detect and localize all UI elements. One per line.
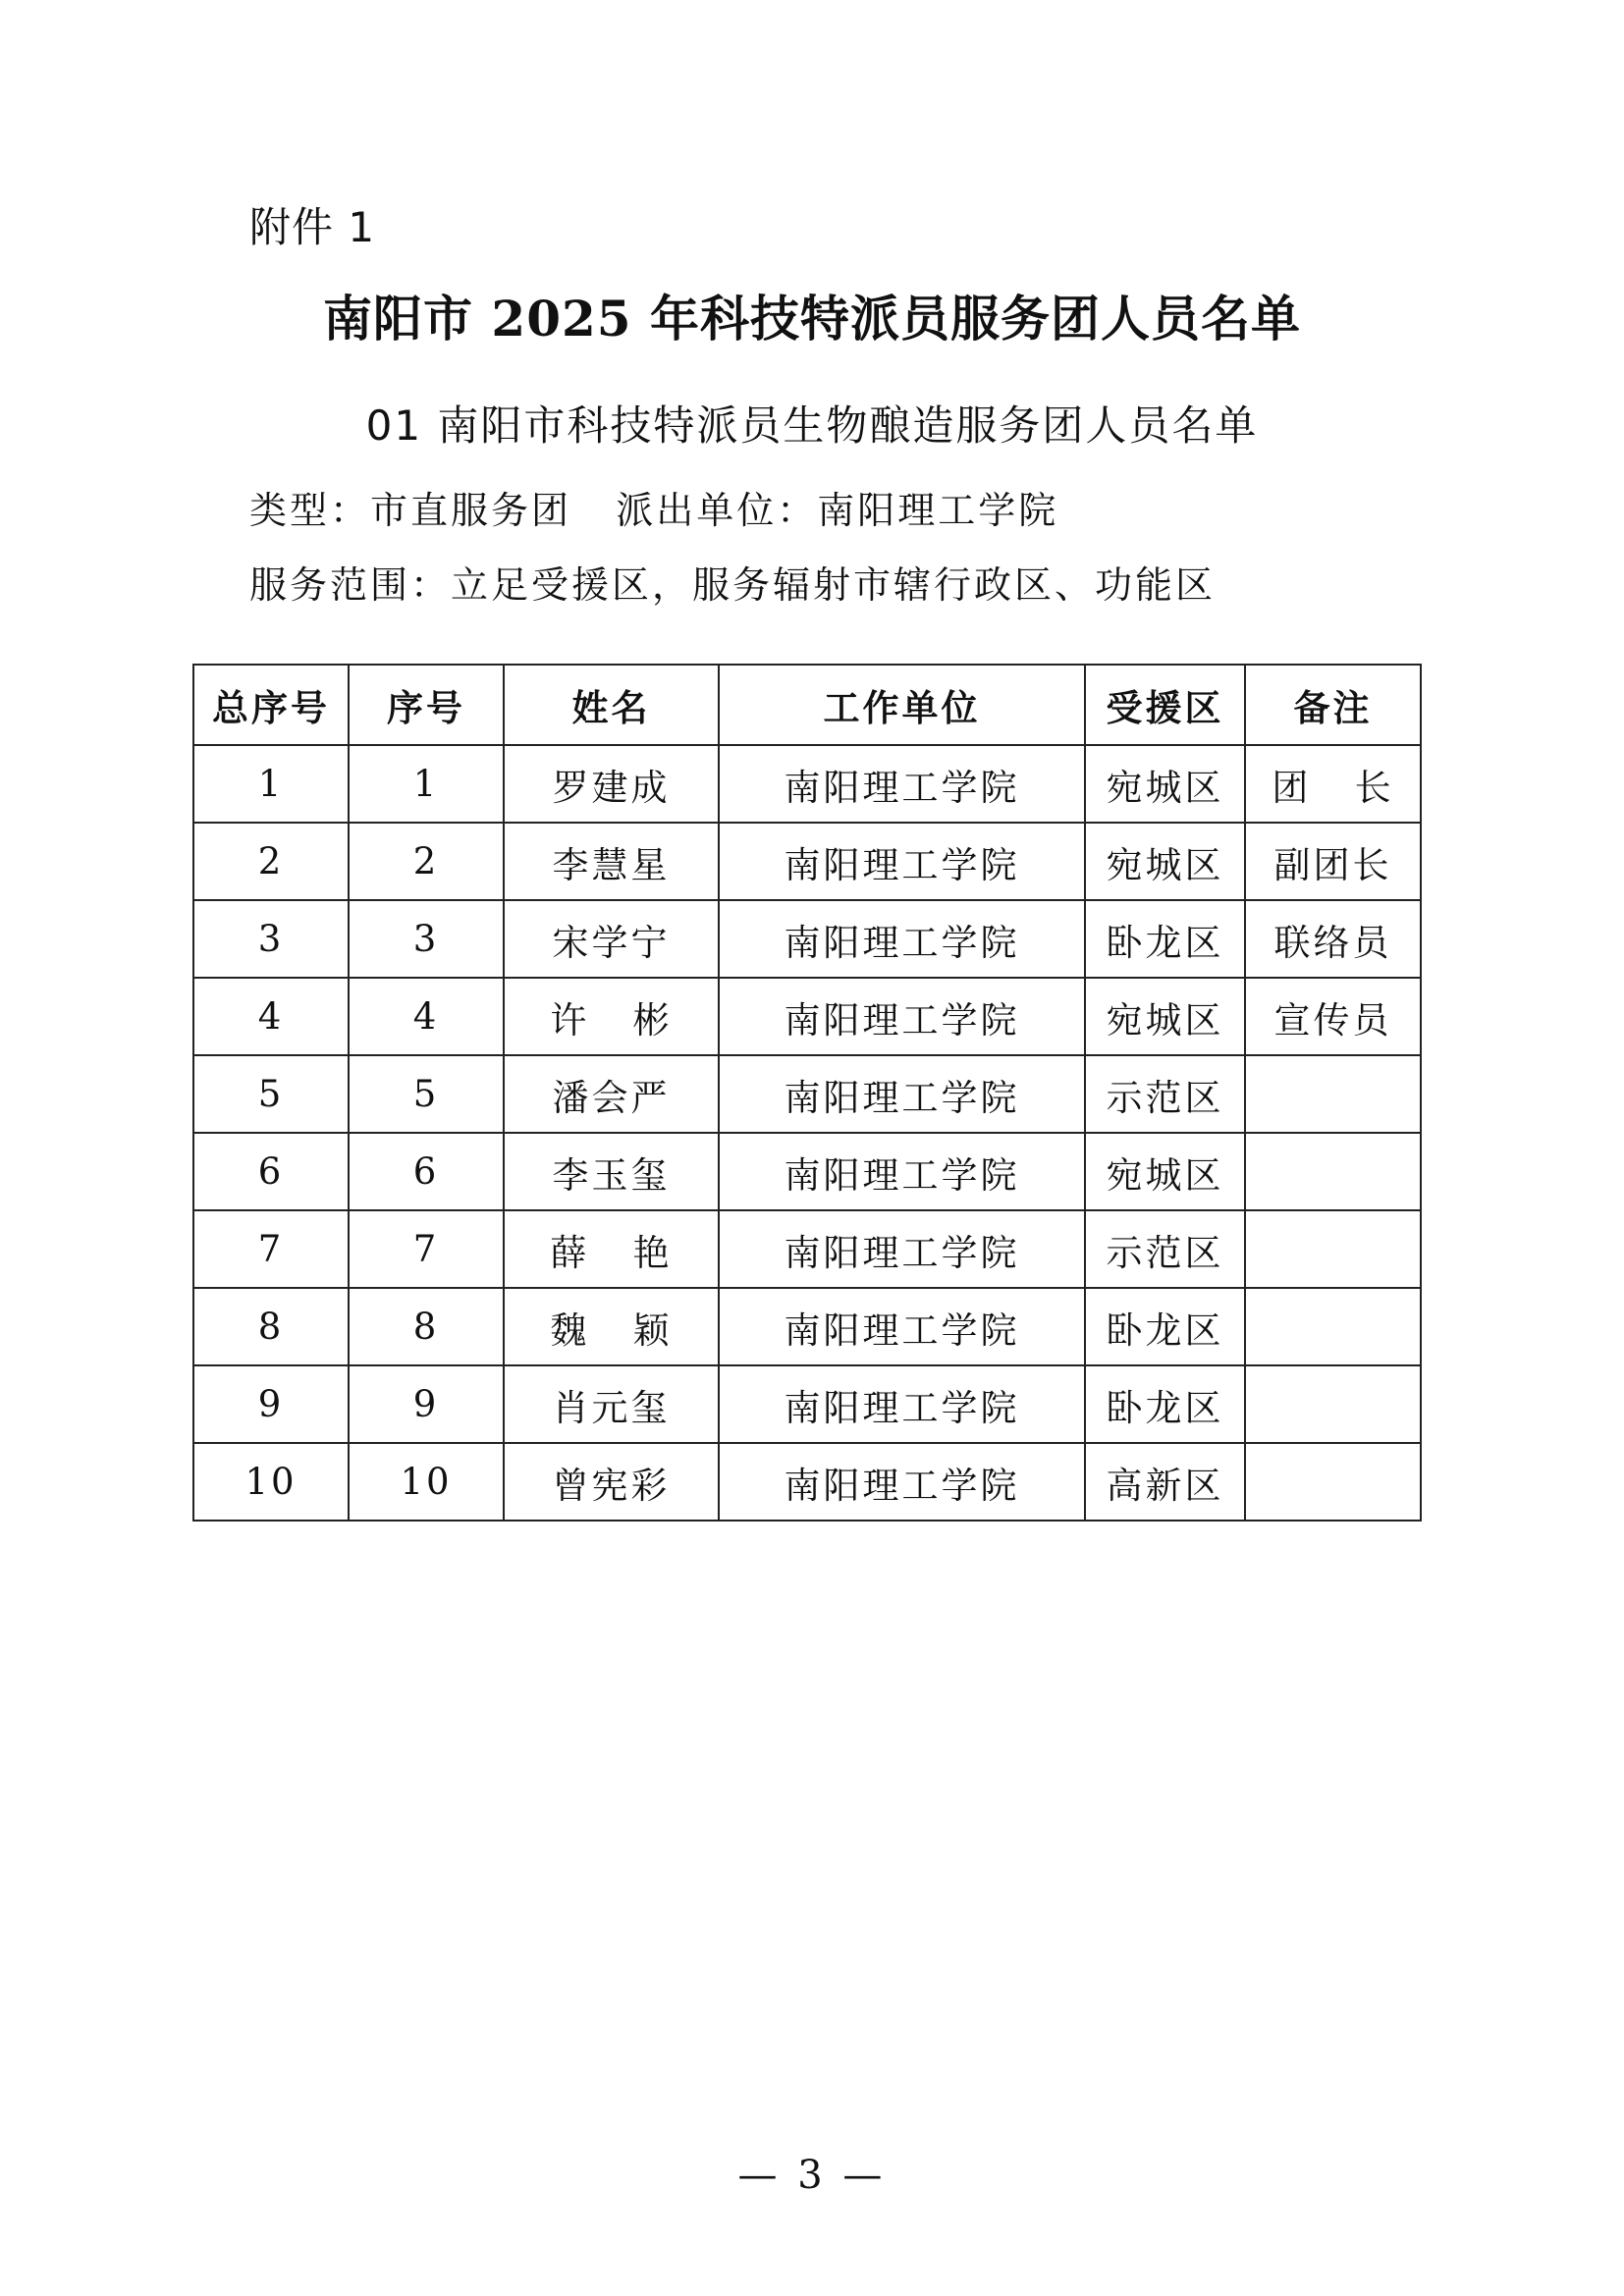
column-header-work-unit: 工作单位 bbox=[719, 665, 1085, 745]
document-title: 南阳市 2025 年科技特派员服务团人员名单 bbox=[323, 290, 1301, 347]
cell-aided-district: 宛城区 bbox=[1085, 745, 1245, 823]
table-row bbox=[193, 1443, 1421, 1521]
cell-aided-district: 示范区 bbox=[1085, 1055, 1245, 1133]
column-header-remarks: 备注 bbox=[1245, 665, 1421, 745]
cell-name: 李慧星 bbox=[504, 823, 719, 900]
cell-total-index: 1 bbox=[193, 745, 349, 823]
cell-name: 李玉玺 bbox=[504, 1133, 719, 1210]
cell-remarks bbox=[1245, 1210, 1421, 1288]
cell-work-unit: 南阳理工学院 bbox=[719, 823, 1085, 900]
cell-index: 5 bbox=[349, 1055, 504, 1133]
cell-aided-district: 卧龙区 bbox=[1085, 900, 1245, 978]
cell-index: 10 bbox=[349, 1443, 504, 1521]
cell-index: 1 bbox=[349, 745, 504, 823]
document-subtitle: 01 南阳市科技特派员生物酿造服务团人员名单 bbox=[365, 401, 1259, 450]
page-number: — 3 — bbox=[737, 2153, 887, 2198]
cell-work-unit: 南阳理工学院 bbox=[719, 900, 1085, 978]
cell-name: 许 彬 bbox=[504, 978, 719, 1055]
cell-name: 肖元玺 bbox=[504, 1365, 719, 1443]
cell-name: 薛 艳 bbox=[504, 1210, 719, 1288]
cell-index: 6 bbox=[349, 1133, 504, 1210]
cell-remarks bbox=[1245, 1055, 1421, 1133]
cell-work-unit: 南阳理工学院 bbox=[719, 1443, 1085, 1521]
cell-remarks bbox=[1245, 1288, 1421, 1365]
service-scope-line: 服务范围：立足受援区，服务辐射市辖行政区、功能区 bbox=[249, 563, 1217, 607]
table-row bbox=[193, 1210, 1421, 1288]
personnel-table bbox=[192, 664, 1422, 1522]
cell-remarks: 副团长 bbox=[1245, 823, 1421, 900]
cell-index: 4 bbox=[349, 978, 504, 1055]
column-header-name: 姓名 bbox=[504, 665, 719, 745]
attachment-label: 附件 1 bbox=[249, 203, 376, 251]
cell-total-index: 3 bbox=[193, 900, 349, 978]
cell-remarks: 团 长 bbox=[1245, 745, 1421, 823]
cell-index: 3 bbox=[349, 900, 504, 978]
cell-aided-district: 示范区 bbox=[1085, 1210, 1245, 1288]
table-header-row bbox=[193, 665, 1421, 745]
column-header-index: 序号 bbox=[349, 665, 504, 745]
cell-index: 2 bbox=[349, 823, 504, 900]
cell-aided-district: 高新区 bbox=[1085, 1443, 1245, 1521]
cell-name: 罗建成 bbox=[504, 745, 719, 823]
cell-work-unit: 南阳理工学院 bbox=[719, 1288, 1085, 1365]
cell-work-unit: 南阳理工学院 bbox=[719, 745, 1085, 823]
cell-name: 宋学宁 bbox=[504, 900, 719, 978]
cell-name: 潘会严 bbox=[504, 1055, 719, 1133]
cell-total-index: 10 bbox=[193, 1443, 349, 1521]
cell-work-unit: 南阳理工学院 bbox=[719, 1133, 1085, 1210]
cell-aided-district: 宛城区 bbox=[1085, 823, 1245, 900]
cell-work-unit: 南阳理工学院 bbox=[719, 1055, 1085, 1133]
cell-total-index: 2 bbox=[193, 823, 349, 900]
column-header-aided-district: 受援区 bbox=[1085, 665, 1245, 745]
table-row bbox=[193, 1055, 1421, 1133]
table-row bbox=[193, 978, 1421, 1055]
cell-name: 曾宪彩 bbox=[504, 1443, 719, 1521]
cell-aided-district: 卧龙区 bbox=[1085, 1365, 1245, 1443]
table-row bbox=[193, 745, 1421, 823]
column-header-total-index: 总序号 bbox=[193, 665, 349, 745]
cell-total-index: 8 bbox=[193, 1288, 349, 1365]
cell-total-index: 6 bbox=[193, 1133, 349, 1210]
cell-work-unit: 南阳理工学院 bbox=[719, 1210, 1085, 1288]
cell-aided-district: 宛城区 bbox=[1085, 978, 1245, 1055]
cell-name: 魏 颖 bbox=[504, 1288, 719, 1365]
cell-remarks: 联络员 bbox=[1245, 900, 1421, 978]
cell-remarks bbox=[1245, 1365, 1421, 1443]
cell-index: 7 bbox=[349, 1210, 504, 1288]
cell-total-index: 5 bbox=[193, 1055, 349, 1133]
cell-total-index: 4 bbox=[193, 978, 349, 1055]
type-and-unit-line: 类型：市直服务团 派出单位：南阳理工学院 bbox=[249, 489, 1059, 532]
cell-remarks: 宣传员 bbox=[1245, 978, 1421, 1055]
cell-work-unit: 南阳理工学院 bbox=[719, 978, 1085, 1055]
cell-index: 9 bbox=[349, 1365, 504, 1443]
cell-total-index: 7 bbox=[193, 1210, 349, 1288]
cell-total-index: 9 bbox=[193, 1365, 349, 1443]
cell-aided-district: 卧龙区 bbox=[1085, 1288, 1245, 1365]
cell-work-unit: 南阳理工学院 bbox=[719, 1365, 1085, 1443]
table-row bbox=[193, 823, 1421, 900]
table-row bbox=[193, 1288, 1421, 1365]
cell-aided-district: 宛城区 bbox=[1085, 1133, 1245, 1210]
table-row bbox=[193, 1133, 1421, 1210]
table-row bbox=[193, 1365, 1421, 1443]
cell-remarks bbox=[1245, 1133, 1421, 1210]
table-row bbox=[193, 900, 1421, 978]
cell-remarks bbox=[1245, 1443, 1421, 1521]
cell-index: 8 bbox=[349, 1288, 504, 1365]
